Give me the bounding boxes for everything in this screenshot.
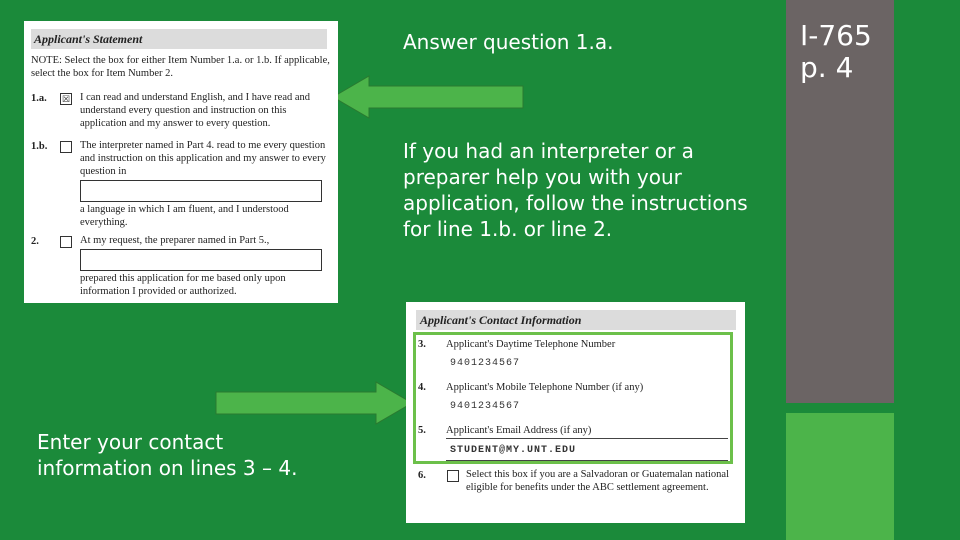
email-field[interactable]: STUDENT@MY.UNT.EDU — [450, 445, 577, 456]
language-field[interactable] — [80, 180, 322, 202]
item-number: 1.a. — [31, 93, 47, 104]
mobile-phone-label: Applicant's Mobile Telephone Number (if any) — [446, 382, 644, 393]
mobile-phone-field[interactable]: 9401234567 — [450, 401, 521, 412]
item-number: 6. — [418, 470, 426, 481]
form-header: Applicant's Contact Information — [416, 310, 736, 330]
divider — [446, 460, 728, 461]
abc-settlement-label: Select this box if you are a Salvadoran or Guatemalan national eligible for benefits under the ABC settlement agreement. — [466, 469, 729, 493]
item-number: 4. — [418, 382, 426, 393]
item-text: At my request, the preparer named in Part 5., — [80, 235, 270, 246]
daytime-phone-field[interactable]: 9401234567 — [450, 358, 521, 369]
instruction-question-1a: Answer question 1.a. — [403, 30, 614, 54]
checkbox-1a[interactable]: ☒ — [61, 94, 71, 104]
side-accent-block — [786, 413, 894, 540]
item-text: The interpreter named in Part 4. read to me every question and instruction on this application and my answer to every question in — [80, 140, 326, 177]
item-text: a language in which I am fluent, and I understood everything. — [80, 204, 289, 228]
preparer-field[interactable] — [80, 249, 322, 271]
form-header: Applicant's Statement — [31, 29, 327, 49]
checkbox-1b[interactable] — [60, 141, 72, 153]
item-number: 3. — [418, 339, 426, 350]
checkbox-2[interactable] — [60, 236, 72, 248]
item-number: 5. — [418, 425, 426, 436]
item-number: 1.b. — [31, 141, 48, 152]
form-note: NOTE: Select the box for either Item Number 1.a. or 1.b. If applicable, select the box for Item Number 2. — [31, 55, 330, 79]
arrow-left-icon — [331, 74, 527, 120]
item-text: prepared this application for me based only upon information I provided or authorized. — [80, 273, 286, 297]
item-number: 2. — [31, 236, 39, 247]
item-text: I can read and understand English, and I have read and understand every question and instruction on this application and my answer to every question. — [80, 92, 311, 129]
checkbox-6[interactable] — [447, 470, 459, 482]
applicant-statement-form — [24, 21, 338, 303]
email-label: Applicant's Email Address (if any) — [446, 425, 592, 436]
slide-title: I-765 p. 4 — [800, 19, 872, 84]
instruction-interpreter: If you had an interpreter or a preparer help you with your application, follow the instructions for line 1.b. or line 2. — [403, 139, 748, 241]
divider — [446, 438, 728, 439]
instruction-contact: Enter your contact information on lines 3 – 4. — [37, 430, 298, 480]
contact-information-form — [406, 302, 745, 523]
daytime-phone-label: Applicant's Daytime Telephone Number — [446, 339, 616, 350]
arrow-right-icon — [214, 380, 414, 426]
